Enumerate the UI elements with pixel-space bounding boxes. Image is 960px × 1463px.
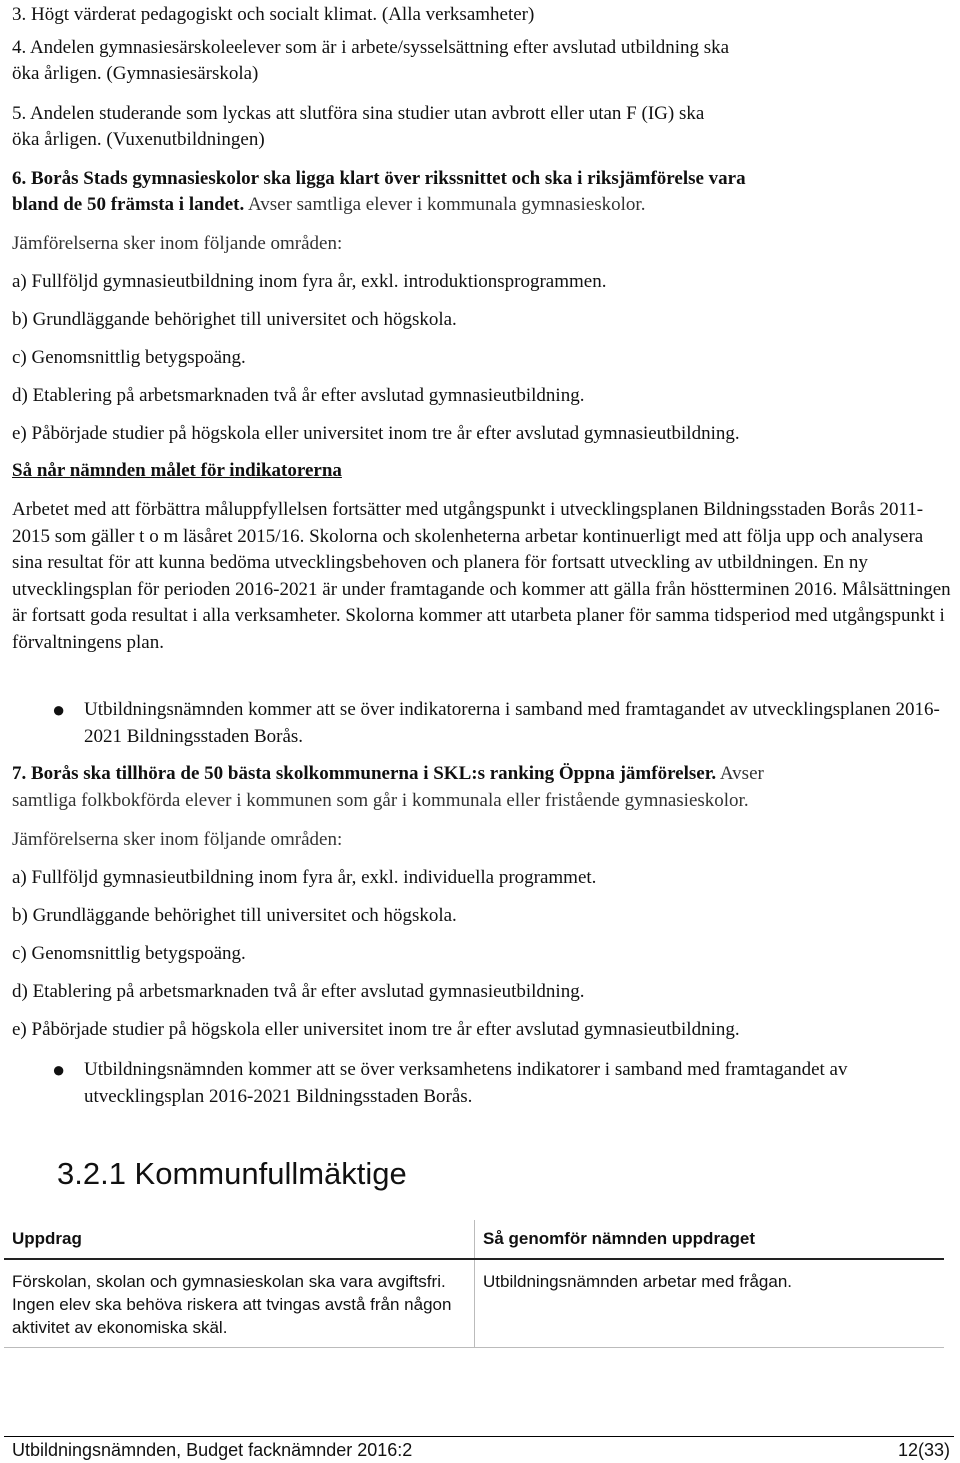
bullet-item: Utbildningsnämnden kommer att se över indikatorerna i samband med framtagandet av utvecklingsplanen 2016-2021 Bildningsstaden Borås. — [84, 699, 940, 747]
goal-item-7-note: Avser — [716, 763, 764, 784]
comparison2-e: e) Påbörjade studier på högskola eller universitet inom tre år efter avslutad gymnasieutbildning. — [12, 1019, 740, 1040]
comparison2-a: a) Fullföljd gymnasieutbildning inom fyra år, exkl. individuella programmet. — [12, 867, 597, 888]
goal-item-5-line1: 5. Andelen studerande som lyckas att slutföra sina studier utan avbrott eller utan F (IG) ska — [12, 103, 705, 124]
goal-item-7-line1 — [12, 761, 764, 787]
comparison-d: d) Etablering på arbetsmarknaden två år efter avslutad gymnasieutbildning. — [12, 385, 585, 406]
comparison2-c: c) Genomsnittlig betygspoäng. — [12, 943, 246, 964]
comparison-intro: Jämförelserna sker inom följande områden: — [12, 233, 343, 254]
goal-item-6-line1: 6. Borås Stads gymnasieskolor ska ligga klart över rikssnittet och ska i riksjämförelse vara — [12, 168, 746, 189]
table-cell-genomfor: Utbildningsnämnden arbetar med frågan. — [475, 1259, 945, 1348]
footer-divider — [4, 1436, 954, 1437]
goal-item-4-line1: 4. Andelen gymnasiesärskoleelever som är i arbete/sysselsättning efter avslutad utbildning ska — [12, 37, 730, 58]
comparison-c: c) Genomsnittlig betygspoäng. — [12, 347, 246, 368]
goal-item-6-bold: bland de 50 främsta i landet. — [12, 194, 245, 215]
subsection-title: 3.2.1 Kommunfullmäktige — [57, 1156, 407, 1191]
page-number: 12(33) — [897, 1440, 950, 1460]
table-header-row — [4, 1220, 944, 1259]
comparison-b: b) Grundläggande behörighet till universitet och högskola. — [12, 309, 457, 330]
section-paragraph: Arbetet med att förbättra måluppfyllelsen fortsätter med utgångspunkt i utvecklingsplanen Bildningsstaden Borås 2011-2015 som gäller t o m läsåret 2015/16. Skolorna och skolenheterna arbetar kontinuerligt med att följa upp och analysera sina resultat för att kunna bedöma utvecklingsbehoven och planera för fortsatt utveckling av utbildningen. En ny utvecklingsplan för perioden 2016-2021 är under framtagande och kommer att gälla från höstterminen 2016. Målsättningen är fortsatt goda resultat i alla verksamheter. Skolorna kommer att utarbeta planer för samma tidsperiod med utgångspunkt i förvaltningens plan. — [12, 499, 951, 653]
comparison2-intro: Jämförelserna sker inom följande områden: — [12, 829, 343, 850]
table-header-genomfor: Så genomför nämnden uppdraget — [475, 1220, 945, 1259]
goal-item-7-bold: 7. Borås ska tillhöra de 50 bästa skolkommunerna i SKL:s ranking Öppna jämförelser. — [12, 763, 717, 784]
bullet-item: Utbildningsnämnden kommer att se över verksamhetens indikatorer i samband med framtagandet av utvecklingsplan 2016-2021 Bildningsstaden Borås. — [84, 1059, 848, 1107]
comparison-e: e) Påbörjade studier på högskola eller universitet inom tre år efter avslutad gymnasieutbildning. — [12, 423, 740, 444]
comparison2-b: b) Grundläggande behörighet till universitet och högskola. — [12, 905, 457, 926]
table-cell-uppdrag: Förskolan, skolan och gymnasieskolan ska vara avgiftsfri. Ingen elev ska behöva riskera att tvingas avstå från någon aktivitet av ekonomiska skäl. — [4, 1259, 475, 1348]
goal-item-4-line2: öka årligen. (Gymnasiesärskola) — [12, 63, 259, 84]
footer-title: Utbildningsnämnden, Budget facknämnder 2016:2 — [12, 1440, 413, 1460]
comparison-a: a) Fullföljd gymnasieutbildning inom fyra år, exkl. introduktionsprogrammen. — [12, 271, 607, 292]
goal-item-3: 3. Högt värderat pedagogiskt och socialt klimat. (Alla verksamheter) — [12, 4, 535, 25]
goal-item-7-line2: samtliga folkbokförda elever i kommunen som går i kommunala eller fristående gymnasieskolor. — [12, 790, 749, 811]
comparison2-d: d) Etablering på arbetsmarknaden två år efter avslutad gymnasieutbildning. — [12, 981, 585, 1002]
section-heading: Så når nämnden målet för indikatorerna — [12, 460, 342, 481]
bullet-marker: ● — [52, 1057, 66, 1082]
bullet-marker: ● — [52, 697, 66, 722]
goal-item-5-line2: öka årligen. (Vuxenutbildningen) — [12, 129, 265, 150]
assignment-table — [4, 1220, 944, 1348]
goal-item-6-note: Avser samtliga elever i kommunala gymnasieskolor. — [244, 194, 646, 215]
table-row — [4, 1259, 944, 1348]
table-header-uppdrag: Uppdrag — [4, 1220, 475, 1259]
goal-item-6-line2 — [12, 192, 645, 218]
